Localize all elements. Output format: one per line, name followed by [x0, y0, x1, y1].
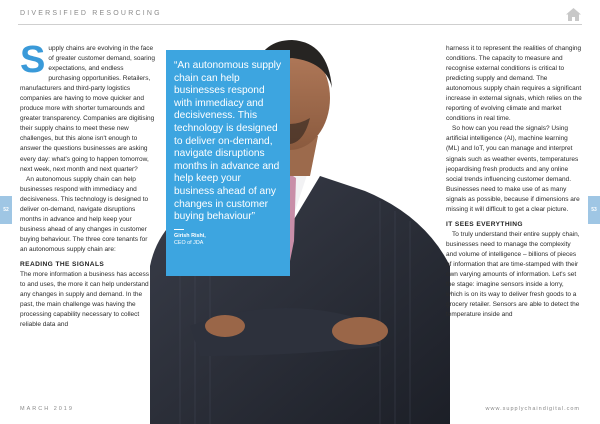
footer-website-link[interactable]: www.supplychaindigital.com [485, 406, 580, 412]
left-article-column [20, 39, 156, 330]
page-number-tab-left[interactable]: 52 [0, 196, 12, 224]
page-number-tab-right[interactable]: 53 [588, 196, 600, 224]
pull-quote-rule [174, 229, 184, 230]
right-paragraph-2: So how can you read the signals? Using artificial intelligence (AI), machine learning (ML) and IoT, you can manage and interpret signals such as weather events, temperatures jeopardising fresh products and any online social trends influencing customer demand. Businesses need to make use of as many signals as possible, because if dimensions are missing it will difficult to get a clear picture. [446, 125, 580, 213]
drop-cap: S [20, 39, 46, 81]
footer-issue-date: MARCH 2019 [20, 406, 74, 412]
pull-quote-author: Girish Rishi, [174, 232, 206, 239]
home-icon[interactable] [565, 7, 582, 22]
right-article-column [446, 44, 582, 320]
pull-quote-text: “An autonomous supply chain can help businesses respond with immediacy and decisiveness. This technology is designed to deliver on-demand, navigate disruptions months in advance and help keep your business ahead of any changes in customer buying behaviour” [174, 60, 282, 223]
right-subheading: IT SEES EVERYTHING [446, 220, 523, 228]
header-title: DIVERSIFIED RESOURCING [20, 10, 162, 17]
header-rule [18, 24, 582, 25]
left-subheading: READING THE SIGNALS [20, 260, 105, 268]
pull-quote-role: CEO of JDA [174, 239, 204, 246]
right-paragraph-3: To truly understand their entire supply chain, businesses need to manage the complexity and volume of intelligence – billions of pieces of information that are time-stamped with their own varying amounts of information. Let's set the stage: imagine sensors inside a lorry, which is on its way to deliver fresh goods to a grocery retailer. Sensors are able to detect the temperature inside and [446, 230, 580, 319]
left-paragraph-2: An autonomous supply chain can help businesses respond with immediacy and decisiveness. This technology is designed to deliver on-demand, navigate disruptions months in advance and help keep your business ahead of any changes in customer buying behaviour. The three core tenants for an autonomous supply chain are: [20, 175, 149, 253]
left-paragraph-3: The more information a business has access to and uses, the more it can help understand any changes in supply and demand. In the past, the main challenge was having the processing capability necessary to collect reliable data and [20, 270, 149, 329]
pull-quote-box [166, 50, 290, 276]
right-paragraph-1: harness it to represent the realities of changing conditions. The capacity to measure and recognise external conditions is critical to predicting supply and demand. The autonomous supply chain requires a significant increase in external signals, which relies on the reporting of evolving climate and market conditions in real time. [446, 45, 582, 123]
left-paragraph-1: upply chains are evolving in the face of greater customer demand, soaring expectations, and endless purchasing opportunities. Retailers, manufacturers and third-party logistics companies are having to move quicker and produce more with shorter turnarounds and greater transparency. Companies are digitising their supply chains to meet these new challenges, but this alone isn't enough to answer the questions businesses are asking every day: what's going to happen tomorrow, next week, next month and next quarter? [20, 45, 155, 173]
